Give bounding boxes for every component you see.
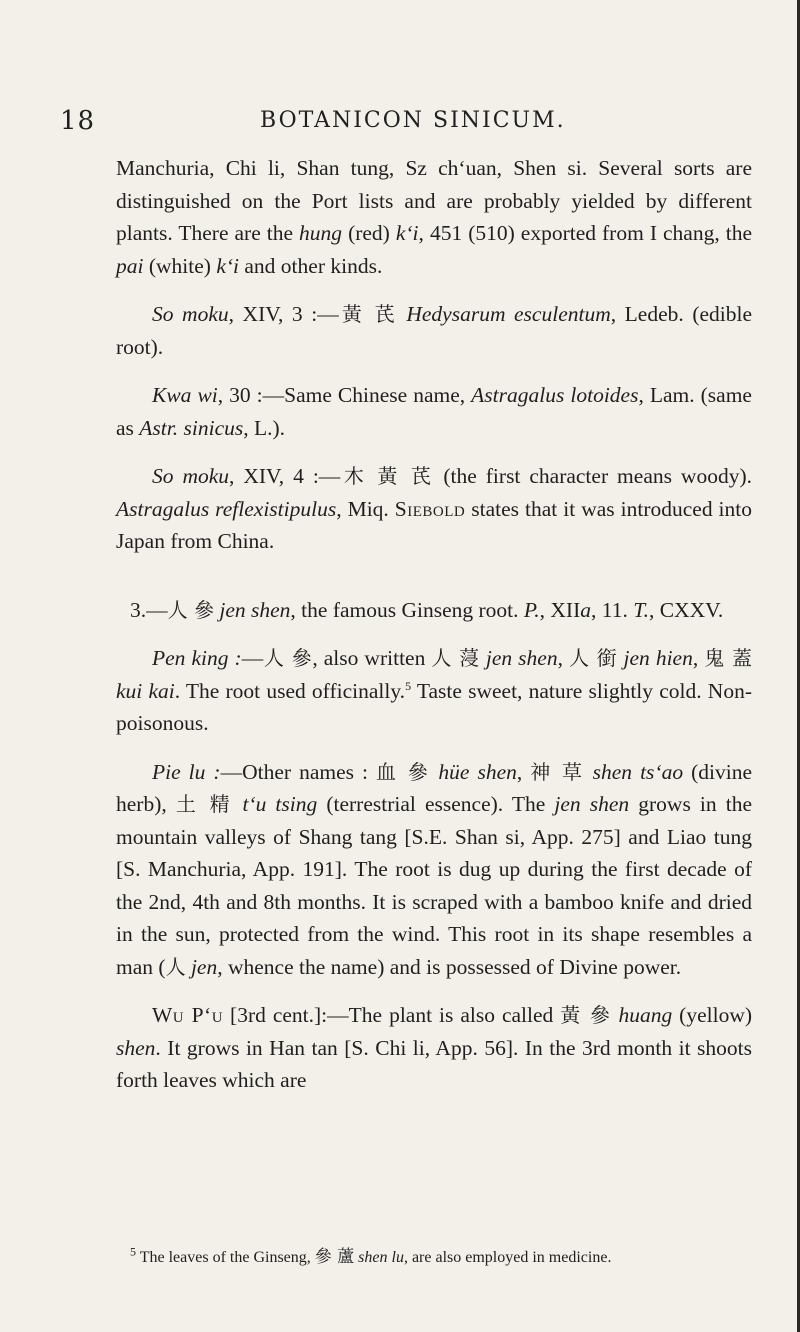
- paragraph-ginseng-heading: [116, 594, 752, 627]
- text-run: , Ledeb. (edible root).: [116, 302, 753, 359]
- text-run: states that it was introduced into Japan from China.: [116, 496, 753, 553]
- chinese-characters: 神 草: [530, 759, 585, 784]
- text-run: . The root used officinally.: [174, 678, 406, 703]
- term-pai: pai: [116, 253, 144, 278]
- text-run: (divine herb),: [116, 759, 753, 816]
- term-huang: huang: [618, 1003, 673, 1027]
- term-shen: shen: [116, 1035, 156, 1060]
- text-run: (white): [143, 253, 217, 278]
- text-run: ,: [692, 646, 705, 670]
- text-run: grows in the mountain valleys of Shang tang [S.E. Shan si, App. 275] and Liao tung [S. Manchuria, App. 191]. The root is dug up during the first decade of the 2nd, 4th and 8th months. It is scraped with a bamboo knife and dried in the sun, protected from the wind. This root in its shape resembles a man (: [116, 792, 752, 979]
- section-gap: [116, 574, 752, 594]
- paragraph-manchuria: [116, 152, 752, 282]
- text-run: ,: [516, 759, 531, 784]
- chinese-characters: 人 銜: [569, 646, 618, 670]
- author-name: Wu P‘u: [152, 1003, 224, 1027]
- chinese-characters: 鬼 蓋: [704, 646, 753, 670]
- latin-name: Hedysarum esculentum: [406, 302, 611, 326]
- text-run: , also written: [312, 646, 432, 670]
- latin-name: Astr. sinicus: [139, 415, 244, 440]
- source-title: Pie lu :: [152, 759, 221, 784]
- footnote-number: 5: [130, 1244, 136, 1259]
- term-ki: k‘i: [216, 253, 240, 278]
- text-run: , Lam. (same as: [116, 383, 752, 440]
- ref-p: P.: [523, 597, 540, 622]
- text-run: (red): [342, 221, 396, 245]
- chinese-characters: 人 參: [167, 597, 214, 622]
- text-run: . It grows in Han tan [S. Chi li, App. 56]. In the 3rd month it shoots forth leaves which are: [116, 1035, 752, 1092]
- term-ki: k‘i: [395, 221, 419, 245]
- paragraph-kwa-wi: [116, 379, 752, 444]
- ref-a: a: [580, 597, 592, 622]
- entry-number: 3.—: [130, 597, 168, 622]
- spacer: [585, 760, 593, 784]
- text-run: , 451 (510) exported from I chang, the: [418, 221, 752, 245]
- text-run: , CXXV.: [648, 597, 724, 622]
- chinese-characters: 土 精: [175, 792, 234, 816]
- text-run: Taste sweet, nature slightly cold. Non-poisonous.: [116, 678, 752, 735]
- text-run: ,: [557, 646, 570, 670]
- text-run: (yellow): [672, 1003, 753, 1027]
- text-run: (terrestrial essence). The: [317, 792, 555, 816]
- text-run: [3rd cent.]:—The plant is also called: [223, 1003, 561, 1027]
- ref-t: T.: [633, 597, 649, 622]
- chinese-characters: 人 蓡: [431, 646, 480, 670]
- text-run: —Other names :: [220, 759, 377, 784]
- term-shen-tsao: shen ts‘ao: [592, 759, 684, 784]
- source-title: Kwa wi: [152, 383, 218, 407]
- term-jen-shen: jen shen: [219, 597, 291, 622]
- text-run: , the famous Ginseng root.: [290, 597, 524, 622]
- paragraph-so-moku-3: [116, 298, 752, 363]
- page-number: 18: [60, 106, 96, 136]
- term-jen: jen: [190, 954, 218, 979]
- footnote: [116, 1246, 752, 1269]
- chinese-characters: 木 黃 芪: [340, 464, 435, 488]
- source-title: So moku: [152, 464, 230, 488]
- text-run: , are also employed in medicine.: [403, 1249, 612, 1266]
- text-run: Manchuria, Chi li, Shan tung, Sz ch‘uan, Shen si. Several sorts are distinguished on the Port lists and are probably yielded by different plants. There are the: [116, 156, 752, 245]
- chinese-characters: 黃 參: [560, 1003, 612, 1027]
- paragraph-pen-king: [116, 642, 752, 740]
- text-run: , Miq.: [336, 496, 395, 521]
- term-jen-shen: jen shen: [554, 792, 630, 816]
- term-hung: hung: [299, 221, 343, 245]
- running-title: BOTANICON SINICUM.: [260, 108, 566, 133]
- text-run: The leaves of the Ginseng,: [136, 1249, 315, 1266]
- chinese-characters: 人 參: [263, 646, 313, 670]
- chinese-characters: 人: [165, 954, 186, 979]
- latin-name: Astragalus lotoides: [471, 383, 639, 407]
- source-title: So moku: [152, 302, 229, 326]
- text-run: (the first character means woody).: [434, 464, 752, 488]
- body-text: [116, 152, 752, 1097]
- source-title: Pen king :: [152, 646, 242, 670]
- text-run: , 11.: [591, 597, 634, 622]
- term-kui-kai: kui kai: [116, 678, 175, 703]
- paragraph-so-moku-4: [116, 460, 752, 558]
- chinese-characters: 血 參: [376, 759, 431, 784]
- text-run: —: [241, 646, 264, 670]
- term-hue-shen: hüe shen: [438, 759, 517, 784]
- term-jen-hien: jen hien: [623, 646, 693, 670]
- page-header: [60, 106, 740, 136]
- term-jen-shen: jen shen: [485, 646, 558, 670]
- author-name: Siebold: [394, 496, 466, 521]
- text-run: , XIV, 4 :—: [229, 464, 341, 488]
- paragraph-pie-lu: [116, 756, 752, 984]
- text-run: , 30 :—Same Chinese name,: [217, 383, 472, 407]
- text-run: , XIV, 3 :—: [228, 302, 339, 326]
- paragraph-wu-pu: [116, 999, 752, 1097]
- text-run: , XII: [539, 597, 581, 622]
- text-run: and other kinds.: [239, 253, 383, 278]
- text-run: , whence the name) and is possessed of Divine power.: [217, 954, 682, 979]
- footnote-marker[interactable]: 5: [405, 678, 412, 693]
- term-shen-lu: shen lu: [358, 1249, 404, 1266]
- chinese-characters: 黃 芪: [338, 302, 398, 326]
- term-tu-tsing: t‘u tsing: [242, 792, 318, 816]
- text-run: , L.).: [243, 415, 286, 440]
- latin-name: Astragalus reflexistipulus: [116, 496, 337, 521]
- chinese-characters: 參 蘆: [314, 1247, 355, 1267]
